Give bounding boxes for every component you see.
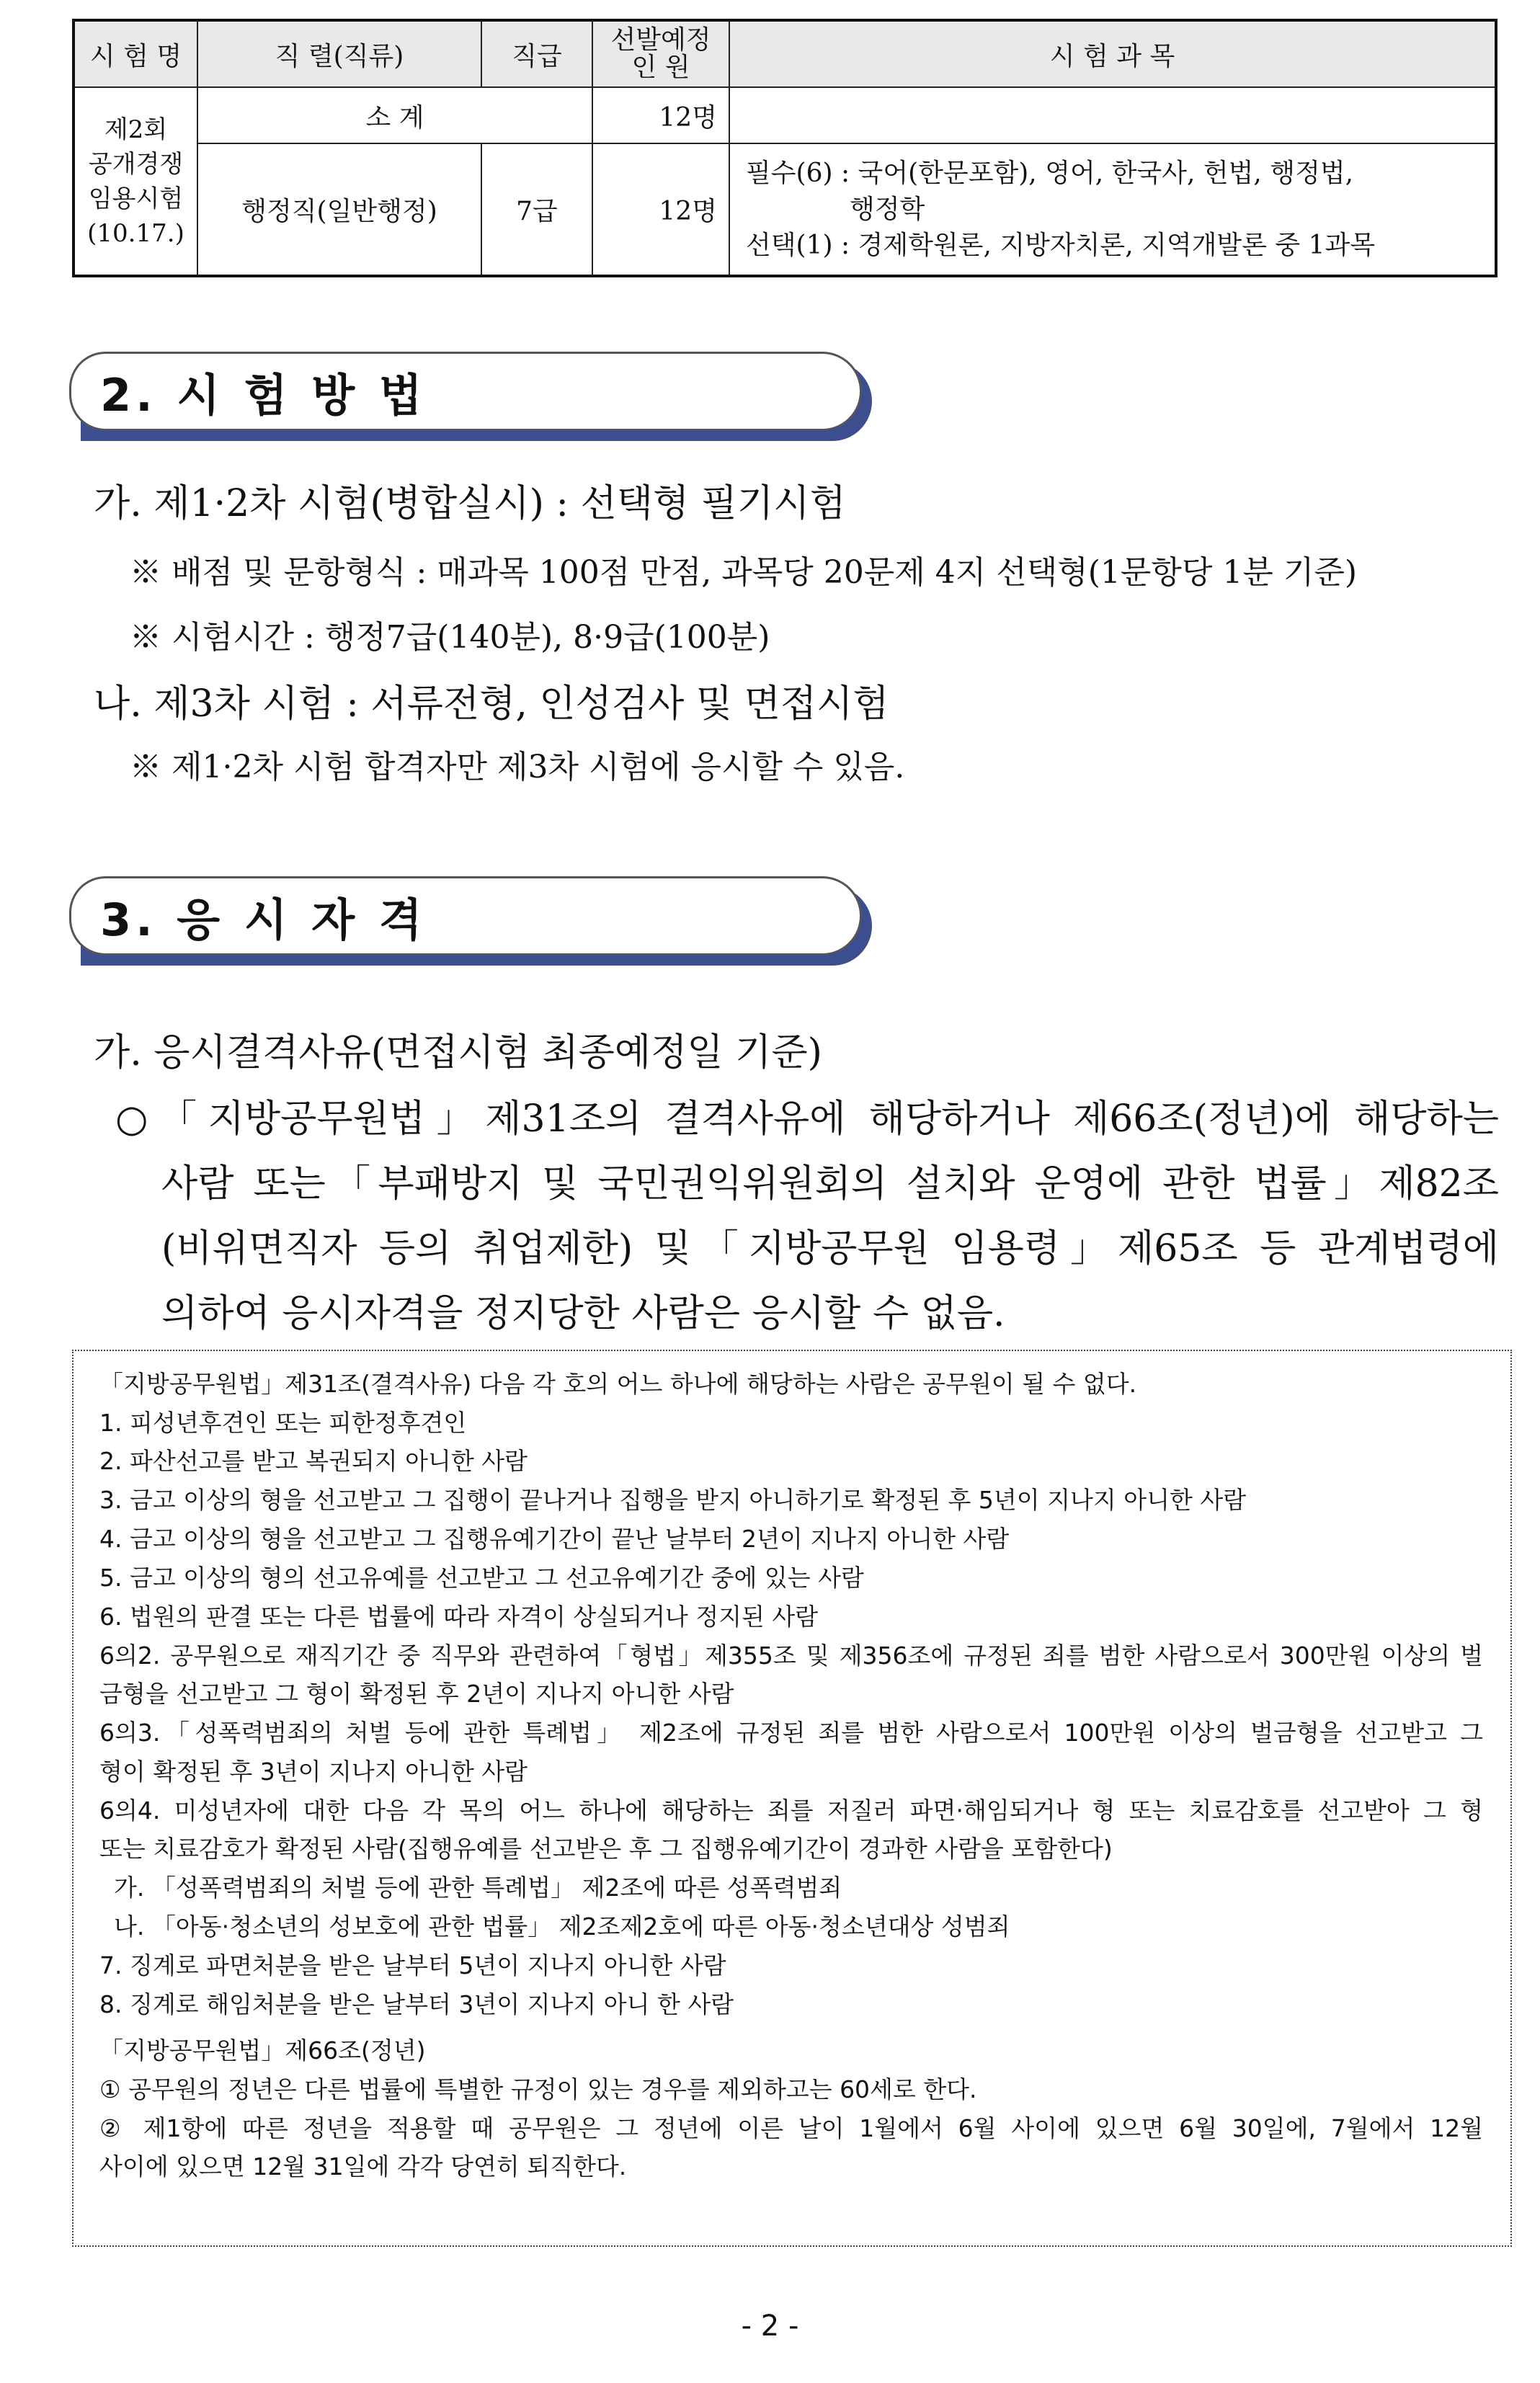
art31-item6-3-line2: 형이 확정된 후 3년이 지나지 아니한 사람 (99, 1758, 528, 1786)
section3-item-a: 가. 응시결격사유(면접시험 최종예정일 기준) (94, 1031, 822, 1074)
art31-item6-4-ga: 가. 「성폭력범죄의 처벌 등에 관한 특례법」 제2조에 따른 성폭력범죄 (114, 1874, 842, 1902)
row-count: 12명 (592, 143, 729, 276)
round-line3: 임용시험 (88, 184, 184, 213)
section3-header (69, 876, 862, 956)
art31-item7: 7. 징계로 파면처분을 받은 날부터 5년이 지나지 아니한 사람 (99, 1951, 726, 1979)
header-quota-line2: 인 원 (631, 53, 690, 82)
row-subjects (729, 143, 1496, 276)
art31-item3: 3. 금고 이상의 형을 선고받고 그 집행이 끝나거나 집행을 받지 아니하기로 확정된 후 5년이 지나지 아니한 사람 (99, 1486, 1247, 1514)
subjects-line3: 선택(1) : 경제학원론, 지방자치론, 지역개발론 중 1과목 (746, 230, 1376, 260)
art31-item6-4-na: 나. 「아동·청소년의 성보호에 관한 법률」 제2조제2호에 따른 아동·청소년대상 성범죄 (114, 1912, 1010, 1941)
art31-item6-3-line1: 6의3.「성폭력범죄의 처벌 등에 관한 특례법」 제2조에 규정된 죄를 범한 사람으로서 100만원 이상의 벌금형을 선고받고 그 (99, 1719, 1483, 1747)
art31-item4: 4. 금고 이상의 형을 선고받고 그 집행유예기간이 끝난 날부터 2년이 지나지 아니한 사람 (99, 1525, 1010, 1553)
section3-title: 3. 응 시 자 격 (100, 893, 427, 946)
header-grade: 직급 (481, 20, 592, 87)
table-header-row (74, 20, 1496, 87)
section2-item-a: 가. 제1·2차 시험(병합실시) : 선택형 필기시험 (94, 482, 846, 525)
subtotal-count: 12명 (592, 87, 729, 143)
art31-item1: 1. 피성년후견인 또는 피한정후견인 (99, 1409, 467, 1437)
section2-title: 2. 시 험 방 법 (100, 368, 427, 422)
art31-item5: 5. 금고 이상의 형의 선고유예를 선고받고 그 선고유예기간 중에 있는 사람 (99, 1564, 864, 1592)
art31-title: 「지방공무원법」제31조(결격사유) 다음 각 호의 어느 하나에 해당하는 사람은 공무원이 될 수 없다. (99, 1370, 1137, 1398)
section2-header (69, 352, 862, 431)
section2-item-b-note: ※ 제1·2차 시험 합격자만 제3차 시험에 응시할 수 있음. (130, 749, 905, 785)
round-line2: 공개경쟁 (88, 149, 184, 179)
subtotal-label: 소 계 (197, 87, 592, 143)
header-quota (592, 20, 729, 87)
section2-item-b: 나. 제3차 시험 : 서류전형, 인성검사 및 면접시험 (94, 682, 889, 726)
round-cell (74, 87, 197, 276)
section2-item-a-note2: ※ 시험시간 : 행정7급(140분), 8·9급(100분) (130, 619, 770, 656)
exam-table (72, 19, 1497, 277)
art66-clause2-line1: ② 제1항에 따른 정년을 적용할 때 공무원은 그 정년에 이른 날이 1월에서 6월 사이에 있으면 6월 30일에, 7월에서 12월 (99, 2114, 1483, 2142)
header-exam-name: 시 험 명 (74, 20, 197, 87)
art31-item6-4-line2: 또는 치료감호가 확정된 사람(집행유예를 선고받은 후 그 집행유예기간이 경과한 사람을 포함한다) (99, 1835, 1113, 1863)
art31-item6: 6. 법원의 판결 또는 다른 법률에 따라 자격이 상실되거나 정지된 사람 (99, 1603, 819, 1631)
art31-item6-2-line1: 6의2. 공무원으로 재직기간 중 직무와 관련하여「형법」제355조 및 제356조에 규정된 죄를 범한 사람으로서 300만원 이상의 벌 (99, 1642, 1483, 1670)
round-line1: 제2회 (104, 115, 168, 144)
art31-item6-2-line2: 금형을 선고받고 그 형이 확정된 후 2년이 지나지 아니한 사람 (99, 1680, 734, 1708)
section3-para-line4: 의하여 응시자격을 정지당한 사람은 응시할 수 없음. (161, 1292, 1005, 1335)
subjects-line1: 필수(6) : 국어(한문포함), 영어, 한국사, 헌법, 행정법, (746, 158, 1354, 188)
art31-item2: 2. 파산선고를 받고 복권되지 아니한 사람 (99, 1447, 528, 1475)
subjects-line2: 행정학 (850, 194, 925, 224)
art31-item8: 8. 징계로 해임처분을 받은 날부터 3년이 지나지 아니 한 사람 (99, 1990, 734, 2018)
section3-para-line2: 사람 또는「부패방지 및 국민권익위원회의 설치와 운영에 관한 법률」제82조 (161, 1162, 1499, 1206)
art66-title: 「지방공무원법」제66조(정년) (99, 2036, 426, 2064)
header-quota-line1: 선발예정 (610, 25, 711, 55)
subtotal-subjects-empty (729, 87, 1496, 143)
header-subjects: 시 험 과 목 (729, 20, 1496, 87)
art31-item6-4-line1: 6의4. 미성년자에 대한 다음 각 목의 어느 하나에 해당하는 죄를 저질러 파면·해임되거나 형 또는 치료감호를 선고받아 그 형 (99, 1796, 1483, 1825)
row-position: 행정직(일반행정) (197, 143, 481, 276)
section3-para-line3: (비위면직자 등의 취업제한) 및「지방공무원 임용령」제65조 등 관계법령에 (161, 1227, 1499, 1270)
art66-clause1: ① 공무원의 정년은 다른 법률에 특별한 규정이 있는 경우를 제외하고는 60세로 한다. (99, 2075, 977, 2103)
row-grade: 7급 (481, 143, 592, 276)
round-line4: (10.17.) (87, 218, 184, 248)
table-row (74, 143, 1496, 276)
law-excerpt-box (72, 1350, 1512, 2247)
page-number: - 2 - (741, 2309, 799, 2343)
section2-item-a-note1: ※ 배점 및 문항형식 : 매과목 100점 만점, 과목당 20문제 4지 선택형(1문항당 1분 기준) (130, 554, 1358, 591)
header-position: 직 렬(직류) (197, 20, 481, 87)
section3-para-line1: ○「지방공무원법」제31조의 결격사유에 해당하거나 제66조(정년)에 해당하는 (115, 1097, 1499, 1141)
table-row-subtotal (74, 87, 1496, 143)
art66-clause2-line2: 사이에 있으면 12월 31일에 각각 당연히 퇴직한다. (99, 2152, 627, 2181)
